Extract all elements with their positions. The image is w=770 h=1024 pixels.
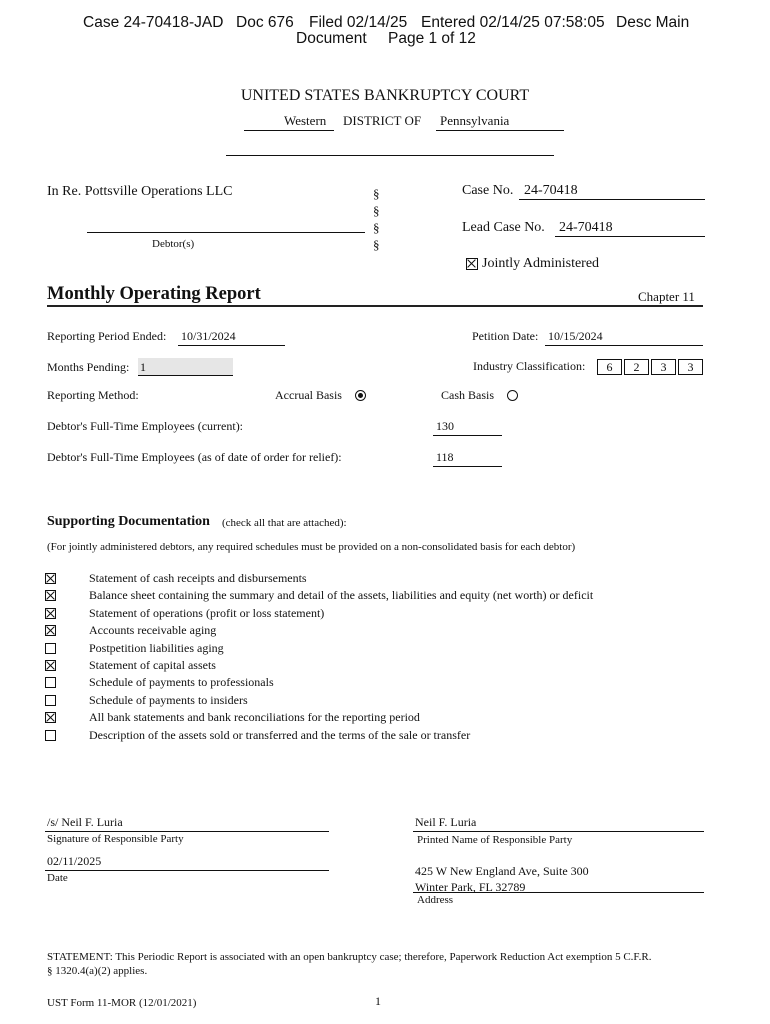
lead-case-value: 24-70418 [559, 220, 613, 235]
emp-current-label: Debtor's Full-Time Employees (current): [47, 419, 244, 433]
period-label: Reporting Period Ended: [47, 329, 167, 343]
address-line [413, 892, 704, 893]
supporting-subtitle: (check all that are attached): [222, 517, 347, 529]
months-value: 1 [140, 360, 146, 374]
doc-item-label: Statement of operations (profit or loss statement) [89, 605, 325, 620]
doc-item-label: Statement of capital assets [89, 658, 216, 672]
address-label: Address [417, 894, 454, 906]
district-name: Western [284, 113, 327, 128]
header-desc: Desc Main [616, 14, 690, 31]
supporting-title: Supporting Documentation [47, 514, 210, 529]
printed-name-value: Neil F. Luria [415, 815, 477, 829]
period-value: 10/31/2024 [181, 329, 236, 343]
doc-item-label: All bank statements and bank reconciliations for the reporting period [89, 710, 420, 725]
printed-name-line [413, 831, 704, 832]
date-label: Date [47, 872, 68, 884]
doc-item-label: Balance sheet containing the summary and detail of the assets, liabilities and equity (net worth) or deficit [89, 588, 594, 603]
months-label: Months Pending: [47, 360, 130, 374]
case-no-label: Case No. [462, 183, 514, 198]
address-line2: Winter Park, FL 32789 [415, 880, 526, 894]
court-title: UNITED STATES BANKRUPTCY COURT [240, 87, 530, 104]
industry-digit: 6 [597, 359, 622, 375]
signature-line [45, 831, 329, 832]
jointly-administered-label: Jointly Administered [482, 256, 600, 271]
title-rule [47, 305, 703, 307]
doc-item-label: Accounts receivable aging [89, 623, 217, 638]
cash-label: Cash Basis [441, 388, 495, 402]
debtor-line [87, 232, 365, 233]
method-label: Reporting Method: [47, 388, 139, 402]
emp-relief-label: Debtor's Full-Time Employees (as of date of order for relief): [47, 450, 342, 464]
doc-checkbox[interactable] [45, 608, 56, 619]
header-filed: Filed 02/14/25 [309, 14, 408, 31]
emp-current-line [433, 435, 502, 436]
date-value: 02/11/2025 [47, 854, 102, 868]
court-divider [226, 155, 554, 156]
doc-item-label: Statement of cash receipts and disbursements [89, 571, 307, 585]
section-symbol: § [373, 237, 380, 252]
district-line-left [244, 130, 334, 131]
district-of: DISTRICT OF [343, 113, 422, 128]
doc-checkbox[interactable] [45, 625, 56, 636]
accrual-label: Accrual Basis [275, 388, 342, 402]
industry-digit: 3 [651, 359, 676, 375]
doc-item-label: Description of the assets sold or transferred and the terms of the sale or transfer [89, 727, 471, 742]
doc-checkbox[interactable] [45, 712, 56, 723]
statement-line2: § 1320.4(a)(2) applies. [47, 965, 148, 977]
district-state: Pennsylvania [440, 113, 510, 128]
section-symbol: § [373, 220, 380, 235]
debtors-label: Debtor(s) [152, 238, 195, 250]
doc-checkbox[interactable] [45, 643, 56, 654]
signature-label: Signature of Responsible Party [47, 833, 184, 845]
months-field-bg [138, 358, 233, 375]
header-case: Case 24-70418-JAD [83, 14, 224, 31]
chapter-label: Chapter 11 [638, 289, 695, 304]
industry-digit: 2 [624, 359, 649, 375]
doc-checkbox[interactable] [45, 660, 56, 671]
emp-current-value: 130 [436, 419, 454, 433]
header-entered: Entered 02/14/25 07:58:05 [421, 14, 605, 31]
petition-line [545, 345, 703, 346]
lead-case-line [555, 236, 705, 237]
industry-digit: 3 [678, 359, 703, 375]
doc-item-label: Schedule of payments to professionals [89, 675, 274, 690]
statement-line1: STATEMENT: This Periodic Report is associated with an open bankruptcy case; therefore, Paperwork Reduction Act exemption 5 C.F.R. [47, 951, 652, 963]
signature-value: /s/ Neil F. Luria [47, 815, 123, 829]
page-number: 1 [375, 994, 381, 1008]
period-line [178, 345, 285, 346]
emp-relief-line [433, 466, 502, 467]
doc-checkbox[interactable] [45, 730, 56, 741]
date-line [45, 870, 329, 871]
lead-case-label: Lead Case No. [462, 220, 545, 235]
emp-relief-value: 118 [436, 450, 454, 464]
section-symbol: § [373, 203, 380, 218]
doc-checkbox[interactable] [45, 573, 56, 584]
case-no-line [519, 199, 705, 200]
header-document: Document [296, 30, 367, 47]
header-page: Page 1 of 12 [388, 30, 476, 47]
industry-label: Industry Classification: [473, 359, 586, 373]
form-id: UST Form 11-MOR (12/01/2021) [47, 997, 197, 1009]
petition-value: 10/15/2024 [548, 329, 603, 343]
months-line [138, 375, 233, 376]
in-re: In Re. Pottsville Operations LLC [47, 184, 233, 199]
doc-checkbox[interactable] [45, 590, 56, 601]
doc-checkbox[interactable] [45, 677, 56, 688]
doc-item-label: Schedule of payments to insiders [89, 692, 248, 707]
cash-radio[interactable] [507, 390, 518, 401]
case-no-value: 24-70418 [524, 183, 578, 198]
address-line1: 425 W New England Ave, Suite 300 [415, 864, 589, 878]
jointly-administered-checkbox[interactable] [466, 258, 478, 270]
district-line-right [436, 130, 564, 131]
section-symbol: § [373, 186, 380, 201]
header-doc: Doc 676 [236, 14, 294, 31]
report-title: Monthly Operating Report [47, 284, 261, 304]
petition-label: Petition Date: [472, 329, 539, 343]
printed-name-label: Printed Name of Responsible Party [417, 834, 573, 846]
doc-checkbox[interactable] [45, 695, 56, 706]
supporting-note: (For jointly administered debtors, any required schedules must be provided on a non-consolidated basis for each debtor) [47, 541, 576, 553]
doc-item-label: Postpetition liabilities aging [89, 640, 224, 655]
accrual-radio[interactable] [355, 390, 366, 401]
